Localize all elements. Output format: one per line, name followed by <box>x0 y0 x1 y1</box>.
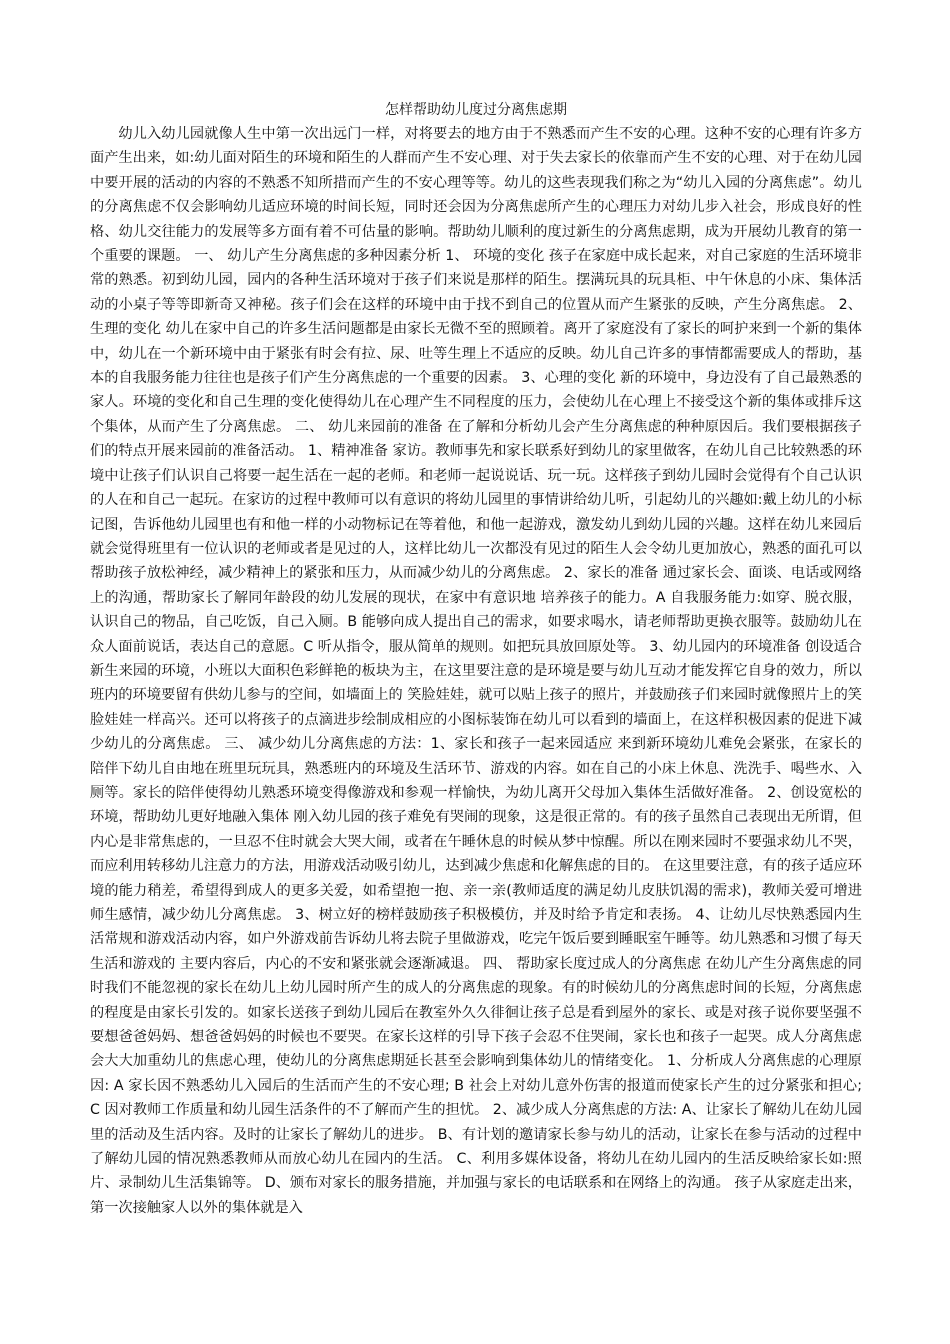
document-title: 怎样帮助幼儿度过分离焦虑期 <box>385 102 567 118</box>
document-body-paragraph: 幼儿入幼儿园就像人生中第一次出远门一样，对将要去的地方由于不熟悉而产生不安的心理。这种不安的心理有许多方面产生出来，如:幼儿面对陌生的环境和陌生的人群而产生不安心理、对于失去家长的依靠而产生不安的心理、对于在幼儿园中要开展的活动的内容的不熟悉不知所措而产生的不安心理等等。幼儿的这些表现我们称之为“幼儿入园的分离焦虑”。幼儿的分离焦虑不仅会影响幼儿适应环境的时间长短，同时还会因为分离焦虑所产生的心理压力对幼儿步入社会，形成良好的性格、幼儿交往能力的发展等多方面有着不可估量的影响。帮助幼儿顺利的度过新生的分离焦虑期，成为开展幼儿教育的第一个重要的课题。 一、 幼儿产生分离焦虑的多种因素分析 1、 环境的变化 孩子在家庭中成长起来，对自己家庭的生活环境非常的熟悉。初到幼儿园，园内的各种生活环境对于孩子们来说是那样的陌生。摆满玩具的玩具柜、中午休息的小床、集体活动的小桌子等等即新奇又神秘。孩子们会在这样的环境中由于找不到自己的位置从而产生紧张的反映，产生分离焦虑。 2、 生理的变化 幼儿在家中自己的许多生活问题都是由家长无微不至的照顾着。离开了家庭没有了家长的呵护来到一个新的集体中，幼儿在一个新环境中由于紧张有时会有拉、尿、吐等生理上不适应的反映。幼儿自己许多的事情都需要成人的帮助，基本的自我服务能力往往也是孩子们产生分离焦虑的一个重要的因素。 3、心理的变化 新的环境中，身边没有了自己最熟悉的家人。环境的变化和自己生理的变化使得幼儿在心理产生不同程度的压力，会使幼儿在心理上不接受这个新的集体或排斥这个集体，从而产生了分离焦虑。 二、 幼儿来园前的准备 在了解和分析幼儿会产生分离焦虑的种种原因后。我们要根据孩子们的特点开展来园前的准备活动。 1、精神准备 家访。教师事先和家长联系好到幼儿的家里做客，在幼儿自己比较熟悉的环境中让孩子们认识自己将要一起生活在一起的老师。和老师一起说说话、玩一玩。这样孩子到幼儿园时会觉得有个自己认识的人在和自己一起玩。在家访的过程中教师可以有意识的将幼儿园里的事情讲给幼儿听，引起幼儿的兴趣如:戴上幼儿的小标记图，告诉他幼儿园里也有和他一样的小动物标记在等着他，和他一起游戏，激发幼儿到幼儿园的兴趣。这样在幼儿来园后就会觉得班里有一位认识的老师或者是见过的人，这样比幼儿一次都没有见过的陌生人会令幼儿更加放心，熟悉的面孔可以帮助孩子放松神经，减少精神上的紧张和压力，从而减少幼儿的分离焦虑。 2、家长的准备 通过家长会、面谈、电话或网络上的沟通，帮助家长了解同年龄段的幼儿发展的现状，在家中有意识地 培养孩子的能力。A 自我服务能力:如穿、脱衣服，认识自己的物品，自己吃饭，自己入厕。B 能够向成人提出自己的需求，如要求喝水，请老师帮助更换衣服等。鼓励幼儿在众人面前说话，表达自己的意愿。C 听从指令，服从简单的规则。如把玩具放回原处等。 3、幼儿园内的环境准备 创设适合新生来园的环境，小班以大面积色彩鲜艳的板块为主，在这里要注意的是环境是要与幼儿互动才能发挥它自身的效力，所以班内的环境要留有供幼儿参与的空间，如墙面上的 笑脸娃娃，就可以贴上孩子的照片，并鼓励孩子们来园时就像照片上的笑脸娃娃一样高兴。还可以将孩子的点滴进步绘制成相应的小图标装饰在幼儿可以看到的墙面上，在这样积极因素的促进下减少幼儿的分离焦虑。 三、 减少幼儿分离焦虑的方法：1、家长和孩子一起来园适应 来到新环境幼儿难免会紧张，在家长的陪伴下幼儿自由地在班里玩玩具，熟悉班内的环境及生活环节、游戏的内容。如在自己的小床上休息、洗洗手、喝些水、入厕等。家长的陪伴使得幼儿熟悉环境变得像游戏和参观一样愉快，为幼儿离开父母加入集体生活做好准备。 2、创设宽松的环境，帮助幼儿更好地融入集体 刚入幼儿园的孩子难免有哭闹的现象，这是很正常的。有的孩子虽然自己表现出无所谓，但内心是非常焦虑的，一旦忍不住时就会大哭大闹，或者在午睡休息的时候从梦中惊醒。所以在刚来园时不要强求幼儿不哭，而应利用转移幼儿注意力的方法，用游戏活动吸引幼儿，达到减少焦虑和化解焦虑的目的。 在这里要注意，有的孩子适应环境的能力稍差，希望得到成人的更多关爱，如希望抱一抱、亲一亲(教师适度的满足幼儿皮肤饥渴的需求)，教师关爱可增进师生感情，减少幼儿分离焦虑。 3、树立好的榜样鼓励孩子积极模仿，并及时给予肯定和表扬。 4、让幼儿尽快熟悉园内生活常规和游戏活动内容，如户外游戏前告诉幼儿将去院子里做游戏，吃完午饭后要到睡眠室午睡等。幼儿熟悉和习惯了每天生活和游戏的 主要内容后，内心的不安和紧张就会逐渐减退。 四、 帮助家长度过成人的分离焦虑 在幼儿产生分离焦虑的同时我们不能忽视的家长在幼儿上幼儿园时所产生的成人的分离焦虑的现象。有的时候幼儿的分离焦虑时间的长短，分离焦虑的程度是由家长引发的。如家长送孩子到幼儿园后在教室外久久徘徊让孩子总是看到屋外的家长、或是对孩子说你要坚强不要想爸爸妈妈、想爸爸妈妈的时候也不要哭。在家长这样的引导下孩子会忍不住哭闹，家长也和孩子一起哭。成人分离焦虑会大大加重幼儿的焦虑心理，使幼儿的分离焦虑期延长甚至会影响到集体幼儿的情绪变化。 1、分析成人分离焦虑的心理原因: A 家长因不熟悉幼儿入园后的生活而产生的不安心理; B 社会上对幼儿意外伤害的报道而使家长产生的过分紧张和担心; C 因对教师工作质量和幼儿园生活条件的不了解而产生的担忧。 2、减少成人分离焦虑的方法: A、让家长了解幼儿在幼儿园里的活动及生活内容。及时的让家长了解幼儿的进步。 B、有计划的邀请家长参与幼儿的活动，让家长在参与活动的过程中了解幼儿园的情况熟悉教师从而放心幼儿在园内的生活。 C、利用多媒体设备，将幼儿在幼儿园内的生活反映给家长如:照片、录制幼儿生活集锦等。 D、颁布对家长的服务措施，并加强与家长的电话联系和在网络上的沟通。 孩子从家庭走出来，第一次接触家人以外的集体就是入 <box>90 126 862 1216</box>
